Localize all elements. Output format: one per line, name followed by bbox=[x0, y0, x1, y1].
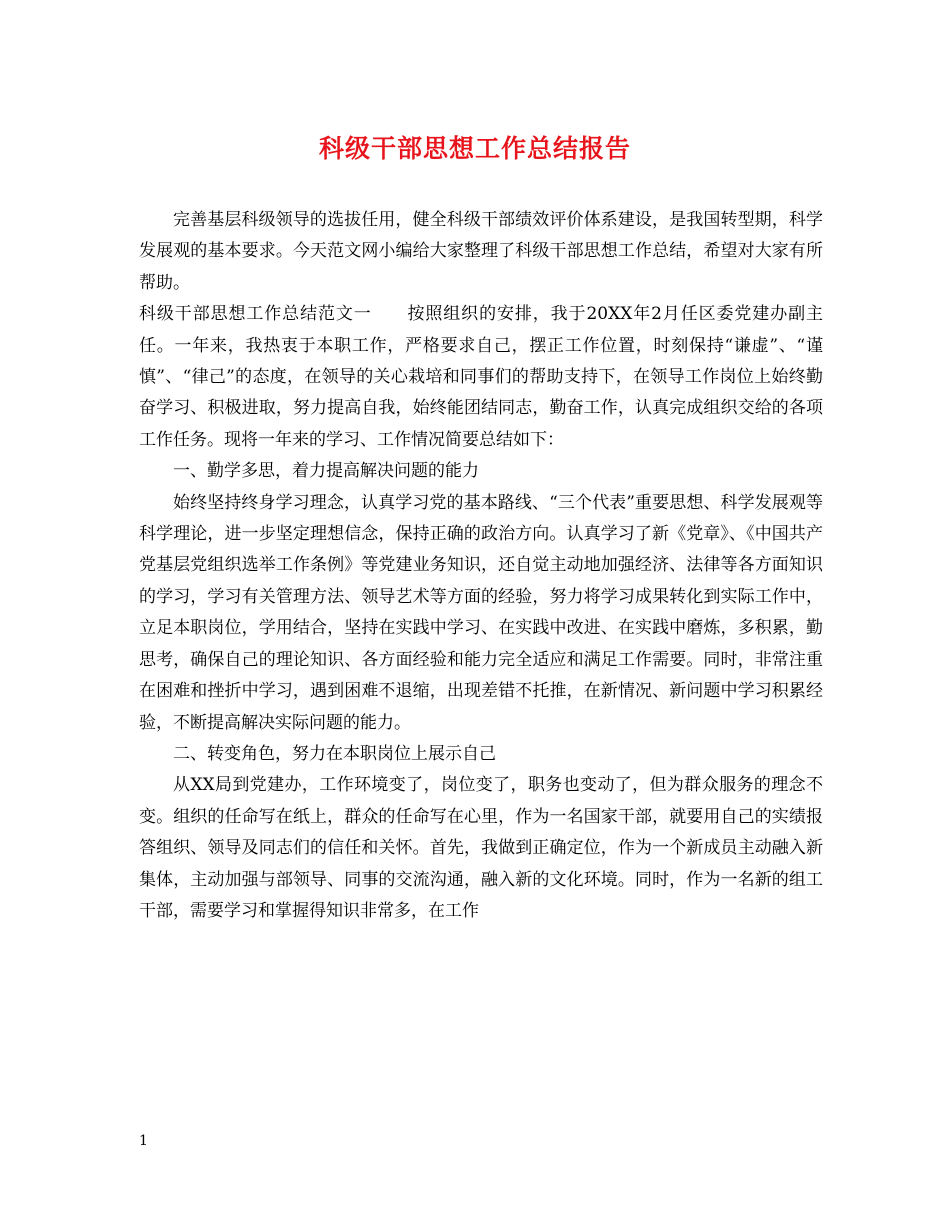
paragraph-study: 始终坚持终身学习理念，认真学习党的基本路线、“三个代表”重要思想、科学发展观等科学理论，进一步坚定理想信念，保持正确的政治方向。认真学习了新《党章》、《中国共产党基层党组织选举工作条例》等党建业务知识，还自觉主动地加强经济、法律等各方面知识的学习，学习有关管理方法、领导艺术等方面的经验，努力将学习成果转化到实际工作中，立足本职岗位，学用结合，坚持在实践中学习、在实践中改进、在实践中磨炼，多积累，勤思考，确保自己的理论知识、各方面经验和能力完全适应和满足工作需要。同时，非常注重在困难和挫折中学习，遇到困难不退缩，出现差错不托推，在新情况、新问题中学习积累经验，不断提高解决实际问题的能力。 bbox=[139, 492, 823, 733]
document-body bbox=[139, 205, 823, 927]
page-number: 1 bbox=[139, 1133, 148, 1149]
section-heading-two: 二、转变角色，努力在本职岗位上展示自己 bbox=[173, 743, 496, 764]
document-title: 科级干部思想工作总结报告 bbox=[318, 134, 631, 163]
section-heading-one: 一、勤学多思，着力提高解决问题的能力 bbox=[173, 461, 479, 482]
paragraph-intro: 完善基层科级领导的选拔任用，健全科级干部绩效评价体系建设，是我国转型期，科学发展观的基本要求。今天范文网小编给大家整理了科级干部思想工作总结，希望对大家有所帮助。 bbox=[139, 210, 823, 293]
paragraph-role-change: 从XX局到党建办，工作环境变了，岗位变了，职务也变动了，但为群众服务的理念不变。组织的任命写在纸上，群众的任命写在心里，作为一名国家干部，就要用自己的实绩报答组织、领导及同志们的信任和关怀。首先，我做到正确定位，作为一个新成员主动融入新集体，主动加强与部领导、同事的交流沟通，融入新的文化环境。同时，作为一名新的组工干部，需要学习和掌握得知识非常多，在工作 bbox=[139, 775, 823, 921]
paragraph-sample-one: 科级干部思想工作总结范文一 按照组织的安排，我于20XX年2月任区委党建办副主任。一年来，我热衷于本职工作，严格要求自己，摆正工作位置，时刻保持“谦虚”、“谨慎”、“律己”的态度，在领导的关心栽培和同事们的帮助支持下，在领导工作岗位上始终勤奋学习、积极进取，努力提高自我，始终能团结同志，勤奋工作，认真完成组织交给的各项工作任务。现将一年来的学习、工作情况简要总结如下： bbox=[139, 304, 823, 450]
